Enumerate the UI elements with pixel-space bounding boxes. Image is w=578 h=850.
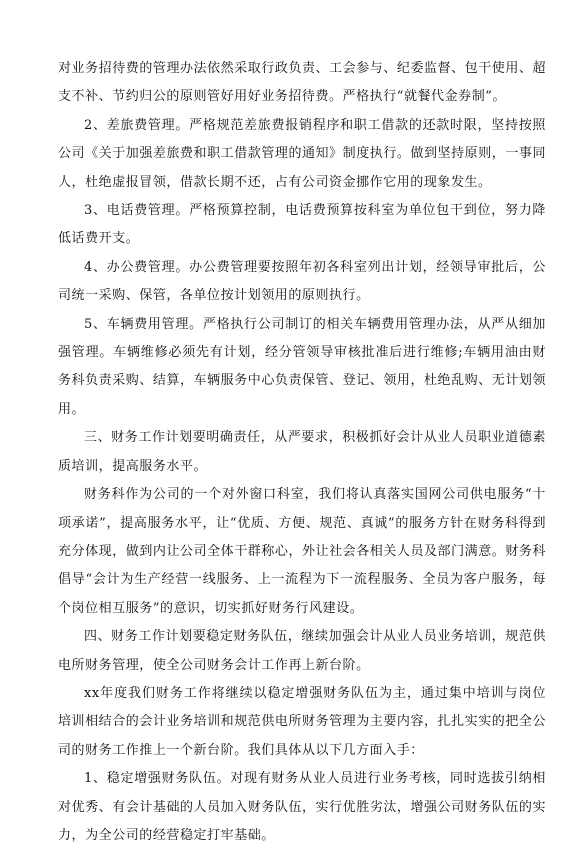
paragraph-vehicle-expense: 5、车辆费用管理。严格执行公司制订的相关车辆费用管理办法，从严从细加强管理。车辆维修必须先有计划，经分管领导审核批准后进行维修;车辆用油由财务科负责采购、结算，车辆服务中心负责保管、登记、领用，杜绝乱购、无计划领用。: [58, 316, 546, 417]
paragraph-annual-plan: xx年度我们财务工作将继续以稳定增强财务队伍为主，通过集中培训与岗位培训相结合的会计业务培训和规范供电所财务管理为主要内容，扎扎实实的把全公司的财务工作推上一个新台阶。我们具体从以下几方面入手：: [58, 685, 546, 758]
paragraph-office-expense: 4、办公费管理。办公费管理要按照年初各科室列出计划，经领导审批后，公司统一采购、保管，各单位按计划领用的原则执行。: [58, 259, 546, 304]
paragraph-phone-expense: 3、电话费管理。严格预算控制，电话费预算按科室为单位包干到位，努力降低话费开支。: [58, 203, 546, 247]
paragraph-section-four-heading: 四、财务工作计划要稳定财务队伍，继续加强会计从业人员业务培训，规范供电所财务管理，使全公司财务会计工作再上新台阶。: [58, 629, 546, 673]
paragraph-section-three-heading: 三、财务工作计划要明确责任，从严要求，积极抓好会计从业人员职业道德素质培训，提高服务水平。: [58, 430, 546, 474]
paragraph-stabilize-team: 1、稳定增强财务队伍。对现有财务从业人员进行业务考核，同时选拔引纳相对优秀、有会计基础的人员加入财务队伍，实行优胜劣汰，增强公司财务队伍的实力，为全公司的经营稳定打牢基础。: [58, 771, 546, 843]
paragraph-travel-expense: 2、差旅费管理。严格规范差旅费报销程序和职工借款的还款时限，坚持按照公司《关于加强差旅费和职工借款管理的通知》制度执行。做到坚持原则，一事同人，杜绝虚报冒领，借款长期不还，占有公司资金挪作它用的现象发生。: [58, 117, 546, 190]
paragraph-hospitality-expense-continued: 对业务招待费的管理办法依然采取行政负责、工会参与、纪委监督、包干使用、超支不补、节约归公的原则管好用好业务招待费。严格执行“就餐代金券制”。: [58, 61, 546, 105]
paragraph-service-window: 财务科作为公司的一个对外窗口科室，我们将认真落实国网公司供电服务“十项承诺”，提高服务水平，让“优质、方便、规范、真诚”的服务方针在财务科得到充分体现，做到内让公司全体干群称心，外让社会各相关人员及部门满意。财务科倡导“会计为生产经营一线服务、上一流程为下一流程服务、全员为客户服务，每个岗位相互服务”的意识，切实抓好财务行风建设。: [58, 487, 546, 616]
